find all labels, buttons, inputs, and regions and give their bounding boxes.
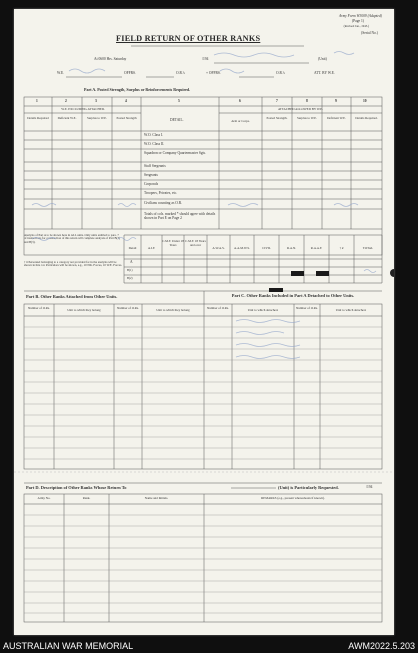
col-details-required-att: Details Required. xyxy=(355,116,378,120)
part-b-col-number-2: Number of O.Rs. xyxy=(117,306,139,310)
part-b-col-unit-2: Unit to which they belong xyxy=(156,308,190,312)
footer-source: AUSTRALIAN WAR MEMORIAL xyxy=(3,641,134,651)
detail-header: DETAIL. xyxy=(170,118,184,122)
col-arm-corps: Arm or Corps. xyxy=(231,119,250,123)
col-deficient: Deficient W.E. xyxy=(57,116,77,120)
analysis-row-label: A xyxy=(130,260,133,264)
part-c-col-unit-2: Unit to which detached. xyxy=(335,308,367,312)
att-label: ATT. BY W.E. xyxy=(314,71,335,75)
footer-accession-number: AWM2022.5.203 xyxy=(348,641,415,651)
part-d-title: Part D. Description of Other Ranks Whose Return To xyxy=(26,485,127,490)
part-d-date: /194 xyxy=(366,485,373,489)
col-number: 1 xyxy=(36,99,38,103)
part-c-col-number: Number of O.Rs. xyxy=(207,306,229,310)
form-id-line2: (Page 1) xyxy=(351,19,364,23)
analysis-header: † # xyxy=(339,246,344,250)
row-label: Troopers, Privates, etc. xyxy=(144,191,178,195)
row-label: Civilians counting as O.R. xyxy=(144,201,183,205)
part-c-title: Part C. Other Ranks Included in Part A Detached to Other Units. xyxy=(231,293,355,298)
analysis-header: A.I.F. xyxy=(147,246,156,250)
col-posted-strength: Posted Strength xyxy=(116,116,137,120)
col-number: 3 xyxy=(95,99,97,103)
col-number: 5 xyxy=(178,99,180,103)
plus-offrs-label: + OFFRS. xyxy=(206,71,221,75)
col-number: 7 xyxy=(276,99,278,103)
field-return-form xyxy=(14,9,394,635)
analysis-header: TOTAL xyxy=(362,246,374,250)
form-title: FIELD RETURN OF OTHER RANKS xyxy=(116,34,261,43)
row-label: Corporals xyxy=(144,182,159,186)
analysis-note-2: † # Personnel belonging to a category not provided for in the analysis will be shown in this col. Particulars will be shown, e.g., 10 Nth. Forces, 10 W.E. Forces. xyxy=(24,260,122,268)
analysis-header: A.A.M.W.S. xyxy=(234,246,250,250)
totals-note: Totals of cols. marked * should agree with details shown in Part E on Page 2 xyxy=(144,212,216,221)
analysis-row-label: B(2) xyxy=(127,276,133,280)
part-c-col-number-2: Number of O.Rs. xyxy=(296,306,318,310)
part-b-col-number: Number of O.Rs. xyxy=(28,306,50,310)
row-label: Squadron or Company Quartermaster Sgts. xyxy=(144,151,206,155)
col-details-required: Details Required xyxy=(27,116,49,120)
part-d-tail: (Unit) is Particularly Requested. xyxy=(278,485,339,490)
col-number: 9 xyxy=(335,99,337,103)
analysis-row-label: B(1) xyxy=(127,268,133,272)
part-d-col-rank: Rank. xyxy=(82,496,91,500)
analysis-header: R.A.A.F. xyxy=(310,246,323,250)
or-label: O.R.'s xyxy=(176,71,185,75)
offrs-label: OFFRS. xyxy=(124,71,136,75)
col-posted-strength-att: Posted Strength. xyxy=(266,116,288,120)
row-label: Staff Sergeants xyxy=(144,164,166,168)
analysis-header: R.A.N. xyxy=(286,246,297,250)
group-header-right: ATTACHED ALLOWED BY W.E. xyxy=(277,107,324,111)
part-d-col-army-no: Army No. xyxy=(37,496,51,500)
pencil-marks xyxy=(14,9,394,635)
serial-no: (Serial No.) xyxy=(361,31,378,35)
analysis-header: C.M.F. Under 18 Years xyxy=(162,239,184,247)
analysis-header: CIVIL xyxy=(262,246,271,250)
analysis-header: A.W.A.S. xyxy=(212,246,225,250)
group-header-left: W.E. EXCLUDING ATTACHED. xyxy=(61,107,105,111)
row-label: Sergeants xyxy=(144,173,158,177)
footer-bar xyxy=(0,638,418,653)
col-number: 10 xyxy=(363,99,367,103)
col-number: 6 xyxy=(239,99,241,103)
col-surplus-att: Surplus to W.E. xyxy=(296,116,317,120)
col-number: 2 xyxy=(65,99,67,103)
col-number: 4 xyxy=(125,99,127,103)
year-text: /194 xyxy=(202,57,209,61)
part-d-col-name: Name and Initials. xyxy=(144,496,169,500)
we-label: W.E. xyxy=(57,71,65,75)
analysis-note-1: Analysis of Part A to be shown here in ALL units. Only units entitled to para. 7 of instructions for construction of this return will complete analysis of Part B(3) and B(3). xyxy=(24,233,120,244)
part-d-col-remarks: REMARKS (e.g., present whereabouts if known). xyxy=(261,496,325,500)
analysis-header: Detail xyxy=(128,246,137,250)
form-id-line3: (Revised Jan., 1943.) xyxy=(343,24,369,28)
col-deficient-att: Deficient W.E. xyxy=(327,116,346,120)
part-b-title: Part B. Other Ranks Attached from Other Units. xyxy=(26,294,118,299)
part-b-col-unit: Unit to which they belong xyxy=(67,308,101,312)
part-c-col-unit: Unit to which detached. xyxy=(247,308,279,312)
unit-label: (Unit) xyxy=(318,57,327,61)
form-id-line1: Army Form W3009 (Adapted) xyxy=(338,14,382,18)
col-number: 8 xyxy=(306,99,308,103)
at-line: At 0600 Hrs. Saturday xyxy=(94,57,127,61)
col-surplus: Surplus to W.E. xyxy=(86,116,107,120)
part-a-title: Part A. Posted Strength, Surplus or Reinforcements Required. xyxy=(84,87,191,92)
row-label: W.O. Class II. xyxy=(144,142,165,146)
row-label: W.O. Class I. xyxy=(144,133,164,137)
analysis-header: C.M.F. 18 Years and over xyxy=(185,239,206,247)
or2-label: O.R.'s xyxy=(276,71,285,75)
